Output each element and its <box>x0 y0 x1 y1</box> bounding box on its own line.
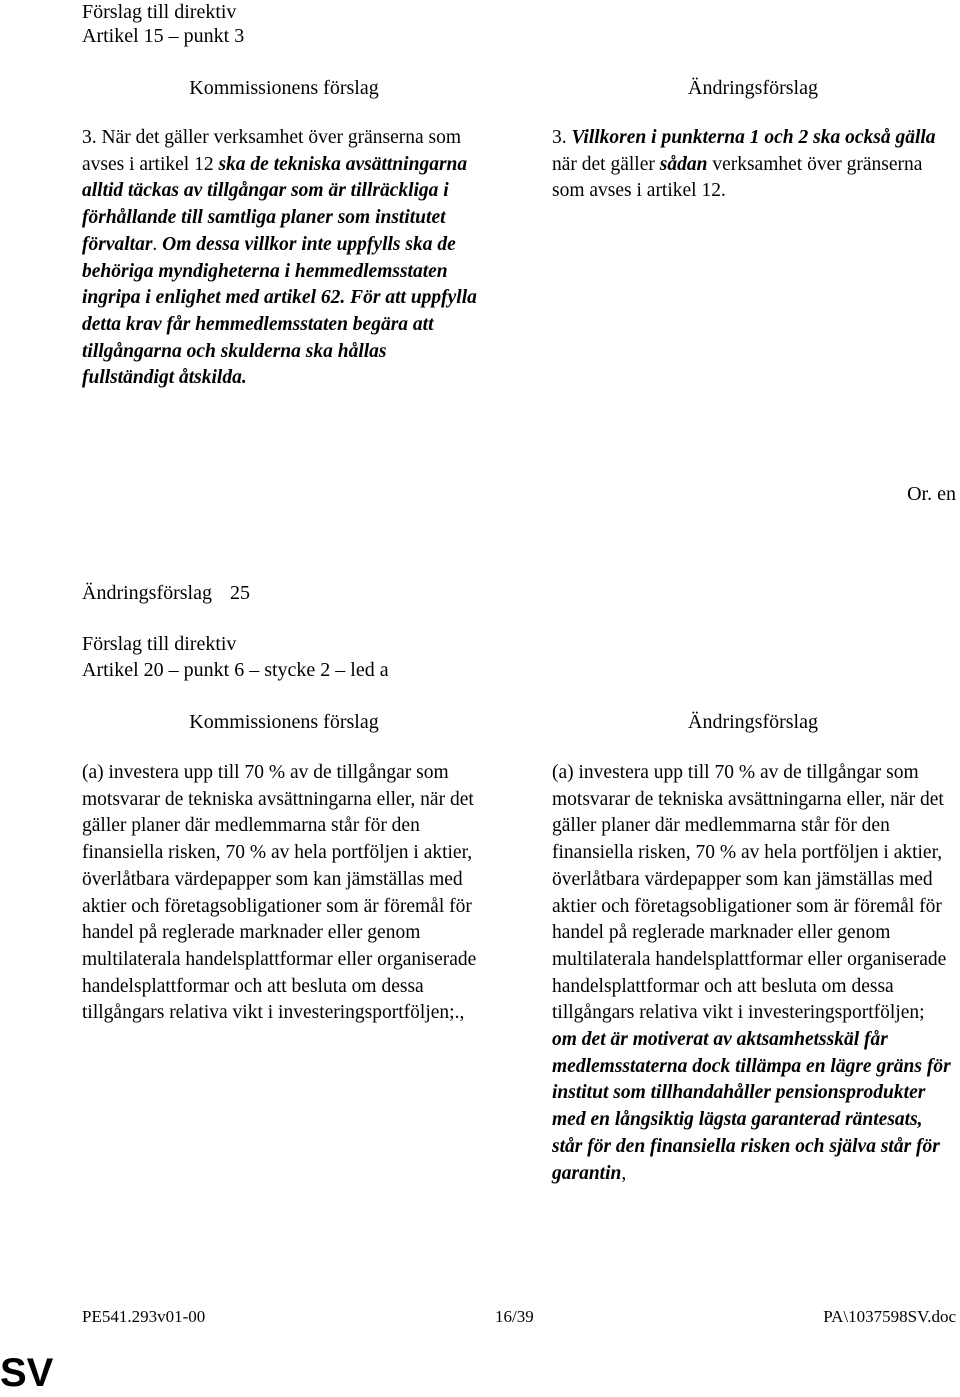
text-run: verksamhet över gränserna som avses i artikel 12. <box>552 153 923 202</box>
amendment-text-2 <box>552 760 952 1187</box>
amendment-heading-2: Ändringsförslag <box>688 711 818 733</box>
language-code: SV <box>0 1351 54 1395</box>
footer-page-number: 16/39 <box>495 1307 534 1326</box>
commission-proposal-heading-2: Kommissionens förslag <box>189 711 379 733</box>
text-run: (a) investera upp till 70 % av de tillgångar som motsvarar de tekniska avsättningarna eller, när det gäller planer där medlemmarna står för den finansiella risken, 70 % av hela portföljen i aktier, överlåtbara värdepapper som kan jämställas med aktier och företagsobligationer som är föremål för handel på reglerade marknader eller genom multilaterala handelsplattformar eller organiserade handelsplattformar och att besluta om dessa tillgångars relativa vikt i investeringsportföljen;., <box>82 762 477 1024</box>
text-run: , <box>621 1162 627 1184</box>
emphasized-text: sådan <box>659 153 708 175</box>
article-title-2: Förslag till direktiv <box>82 633 237 655</box>
text-run: 3. När det gäller verksamhet över gränserna som avses i artikel 12 <box>82 127 462 175</box>
emphasized-text: Om dessa villkor inte uppfylls ska de behöriga myndigheterna i hemmedlemsstaten ingripa i enlighet med artikel 62. För att uppfylla detta krav får hemmedlemsstaten begära att tillgångarna och skulderna ska hållas fullständigt åtskilda. <box>82 233 477 389</box>
commission-text-2 <box>82 760 482 1027</box>
article-subtitle-1: Artikel 15 – punkt 3 <box>82 25 245 47</box>
article-subtitle-2: Artikel 20 – punkt 6 – stycke 2 – led a <box>82 659 389 681</box>
emphasized-text: ska de tekniska avsättningarna alltid täckas av tillgångar som är tillräckliga i förhållande till samtliga planer som institutet förvaltar <box>82 153 468 255</box>
amendment-number: 25 <box>229 582 250 604</box>
text-run: 3. <box>552 127 572 148</box>
emphasized-text: om det är motiverat av aktsamhetsskäl får medlemsstaterna dock tillämpa en lägre gräns för institut som tillhandahåller pensionsprodukter med en långsiktig lägsta garanterad räntesats, står för den finansiella risken och själva står för garantin <box>552 1029 951 1184</box>
footer-file-name: PA\1037598SV.doc <box>823 1307 956 1326</box>
amendment-label: Ändringsförslag <box>82 582 212 604</box>
emphasized-text: Villkoren i punkterna 1 och 2 ska också gälla <box>571 127 936 148</box>
original-language-note: Or. en <box>907 483 956 505</box>
amendment-heading-1: Ändringsförslag <box>688 77 818 99</box>
text-run: när det gäller <box>552 153 660 175</box>
commission-proposal-heading-1: Kommissionens förslag <box>189 77 379 99</box>
commission-text-1 <box>82 125 482 392</box>
footer-doc-ref: PE541.293v01-00 <box>82 1307 206 1326</box>
text-run: (a) investera upp till 70 % av de tillgångar som motsvarar de tekniska avsättningarna eller, när det gäller planer där medlemmarna står för den finansiella risken, 70 % av hela portföljen i aktier, överlåtbara värdepapper som kan jämställas med aktier och företagsobligationer som är föremål för handel på reglerade marknader eller genom multilaterala handelsplattformar eller organiserade handelsplattformar och att besluta om dessa tillgångars relativa vikt i investeringsportföljen; <box>552 762 947 1024</box>
article-title-1: Förslag till direktiv <box>82 1 237 23</box>
amendment-number-line <box>82 581 250 605</box>
text-run: . <box>152 233 163 255</box>
amendment-text-1 <box>552 125 952 205</box>
